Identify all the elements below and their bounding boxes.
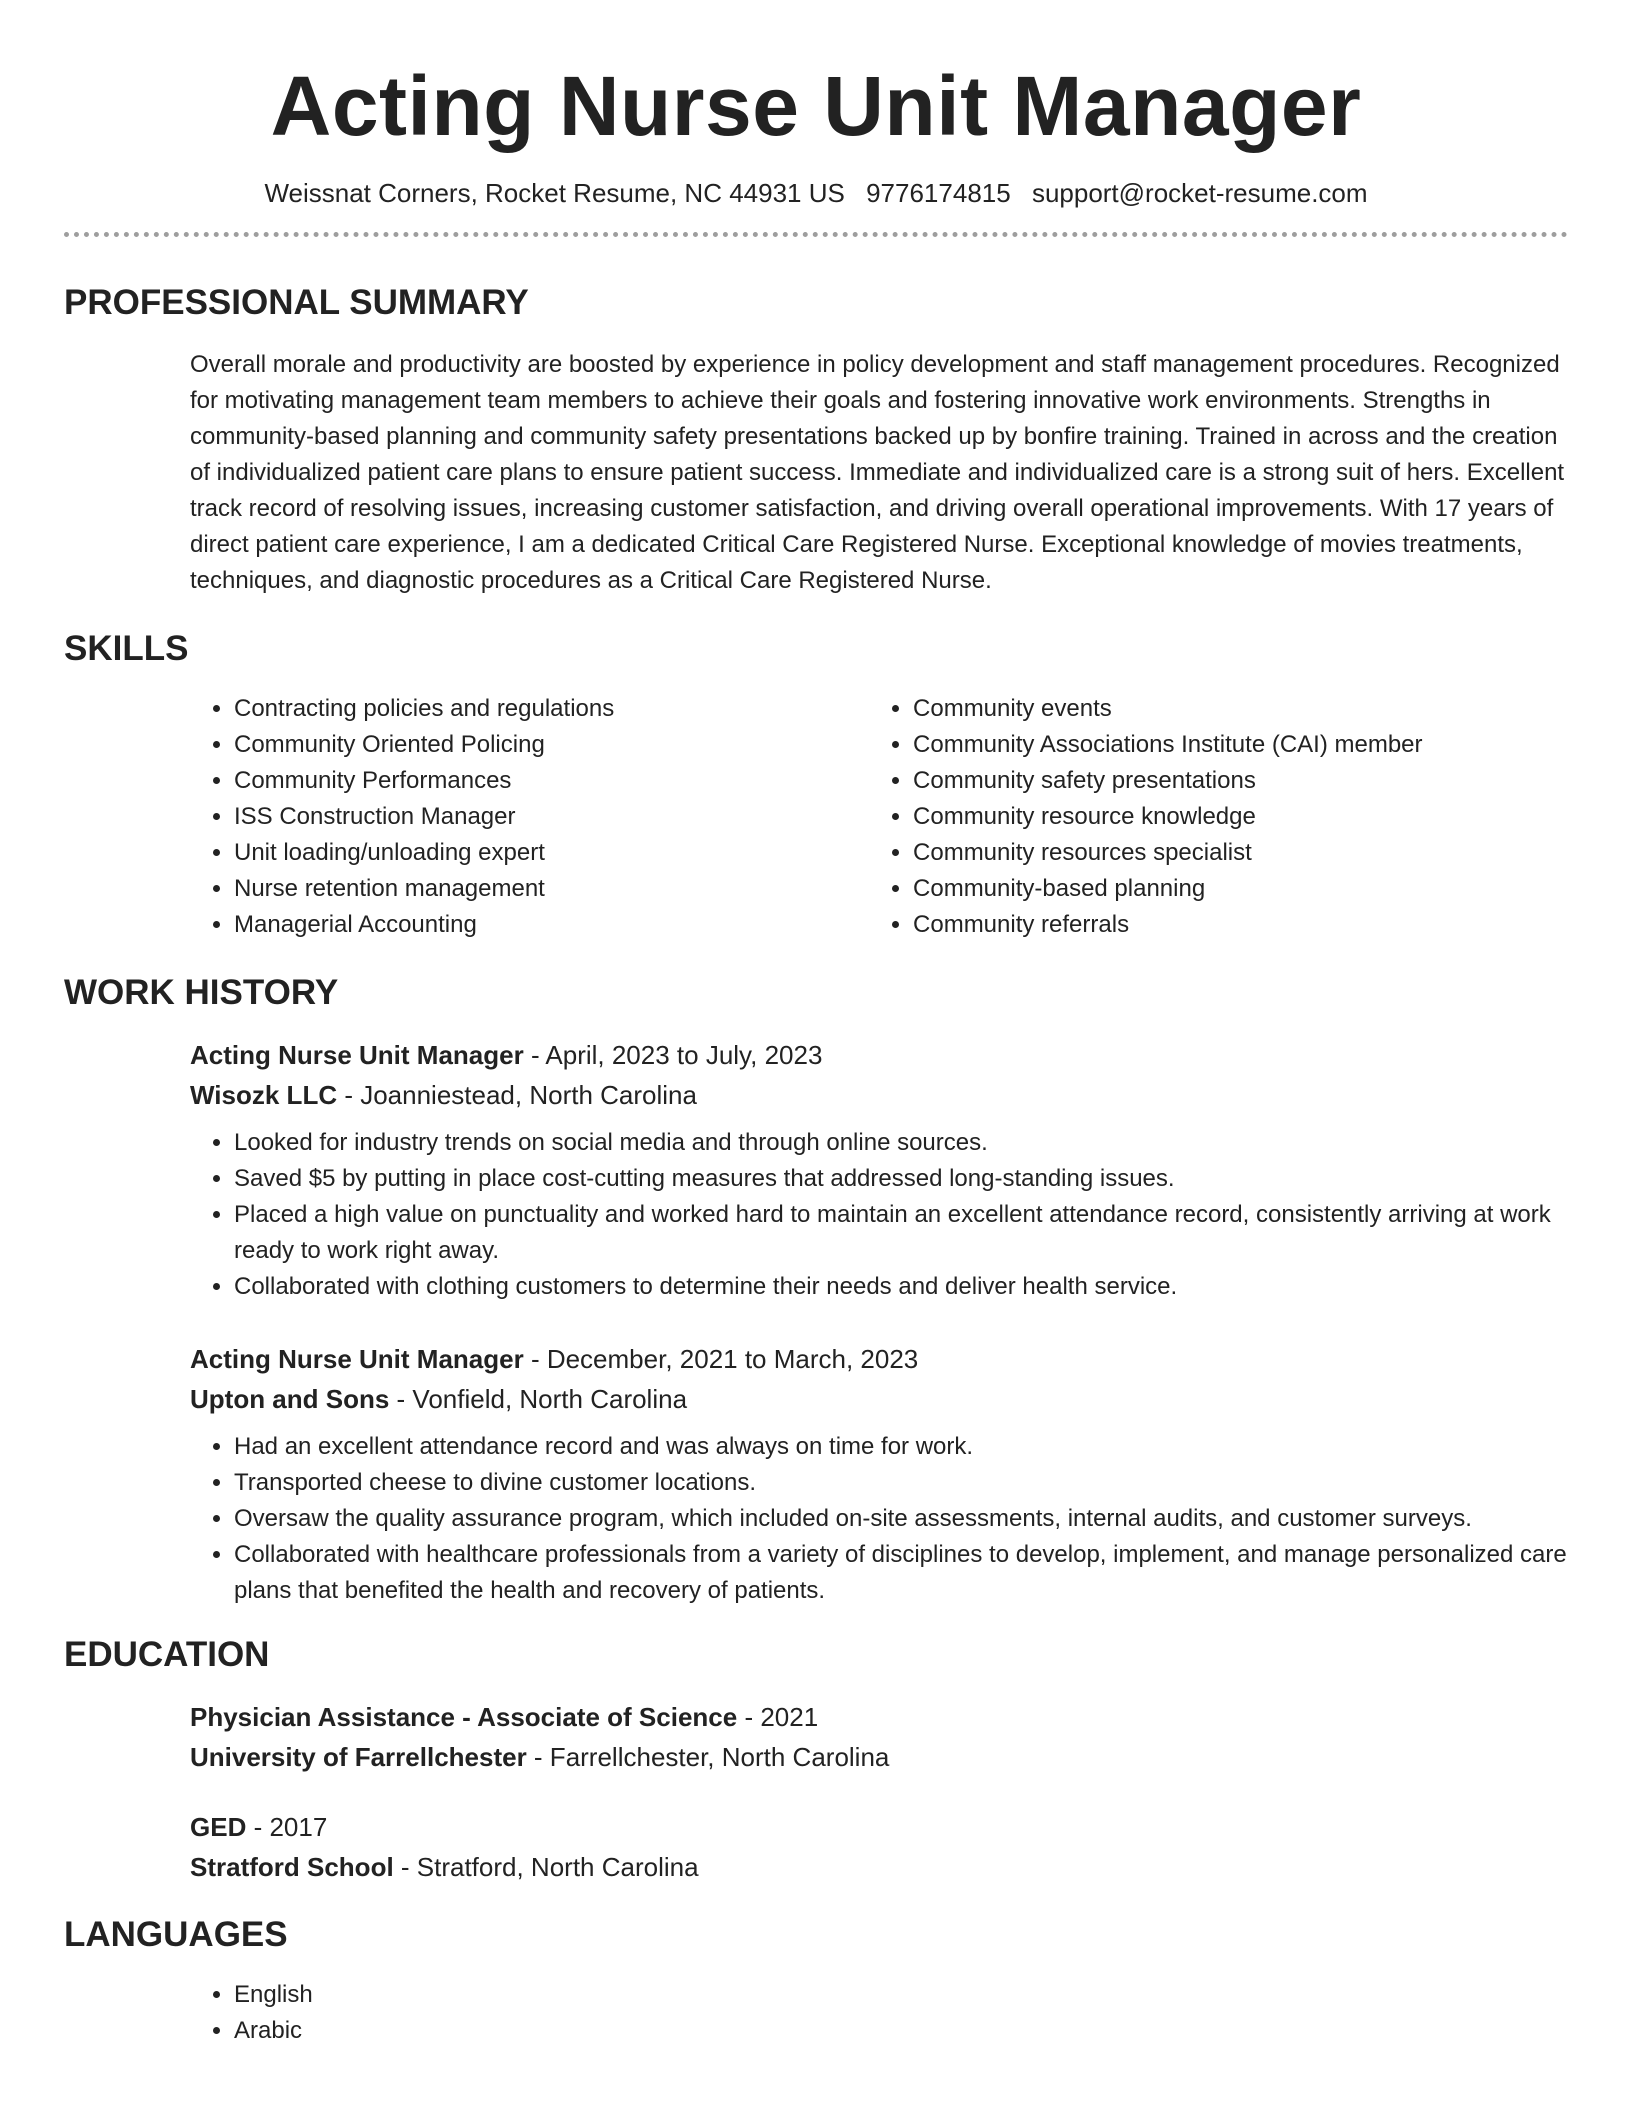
job-company: Wisozk LLC	[190, 1080, 338, 1110]
education-section	[64, 1633, 1568, 1887]
summary-section	[64, 281, 1568, 599]
education-location: - Stratford, North Carolina	[393, 1852, 699, 1882]
work-section	[64, 971, 1568, 1609]
language-item: • English	[234, 1977, 1568, 2013]
education-school-line	[190, 1847, 1568, 1887]
job-bullets	[190, 1125, 1568, 1305]
skill-item: • Community-based planning	[913, 871, 1568, 907]
job-bullet: • Placed a high value on punctuality and worked hard to maintain an excellent attendance record, consistently arriving at work ready to work right away.	[234, 1197, 1568, 1269]
education-location: - Farrellchester, North Carolina	[526, 1742, 890, 1772]
summary-text: Overall morale and productivity are boosted by experience in policy development and staff management procedures. Recognized for motivating management team members to achieve their goals and fostering innovative work environments. Strengths in community-based planning and community safety presentations backed up by bonfire training. Trained in across and the creation of individualized patient care plans to ensure patient success. Immediate and individualized care is a strong suit of hers. Excellent track record of resolving issues, increasing customer satisfaction, and driving overall operational improvements. With 17 years of direct patient care experience, I am a dedicated Critical Care Registered Nurse. Exceptional knowledge of movies treatments, techniques, and diagnostic procedures as a Critical Care Registered Nurse.	[190, 351, 1565, 594]
job-entry	[190, 1339, 1568, 1609]
languages-list	[190, 1977, 1568, 2049]
job-bullet: • Saved $5 by putting in place cost-cutting measures that addressed long-standing issues.	[234, 1161, 1568, 1197]
skills-columns	[190, 691, 1568, 943]
job-role: Acting Nurse Unit Manager	[190, 1344, 524, 1374]
education-school-line	[190, 1737, 1568, 1777]
skill-item: • ISS Construction Manager	[234, 799, 869, 835]
skill-item: • Nurse retention management	[234, 871, 869, 907]
job-company-line	[190, 1075, 1568, 1115]
skill-item: • Unit loading/unloading expert	[234, 835, 869, 871]
education-school: University of Farrellchester	[190, 1742, 527, 1772]
education-degree: Physician Assistance - Associate of Science	[190, 1702, 738, 1732]
skill-item: • Community Oriented Policing	[234, 727, 869, 763]
contact-phone: 9776174815	[866, 178, 1011, 208]
skill-item: • Community resources specialist	[913, 835, 1568, 871]
job-bullet: • Transported cheese to divine customer locations.	[234, 1465, 1568, 1501]
job-company-line	[190, 1379, 1568, 1419]
job-bullet: • Oversaw the quality assurance program, which included on-site assessments, internal audits, and customer surveys.	[234, 1501, 1568, 1537]
skill-item: • Community safety presentations	[913, 763, 1568, 799]
contact-line	[64, 176, 1568, 210]
job-title-line	[190, 1035, 1568, 1075]
job-dates: - December, 2021 to March, 2023	[523, 1344, 919, 1374]
education-entry	[190, 1697, 1568, 1777]
job-location: - Joanniestead, North Carolina	[337, 1080, 697, 1110]
header-divider	[64, 232, 1568, 237]
job-bullet: • Had an excellent attendance record and was always on time for work.	[234, 1429, 1568, 1465]
job-bullet: • Collaborated with healthcare professionals from a variety of disciplines to develop, implement, and manage personalized care plans that benefited the health and recovery of patients.	[234, 1537, 1568, 1609]
job-company: Upton and Sons	[190, 1384, 390, 1414]
contact-email: support@rocket-resume.com	[1031, 178, 1368, 208]
education-degree-line	[190, 1697, 1568, 1737]
languages-section	[64, 1913, 1568, 2049]
education-heading: EDUCATION	[64, 1635, 270, 1674]
skill-item: • Managerial Accounting	[234, 907, 869, 943]
education-degree-line	[190, 1807, 1568, 1847]
resume-name: Acting Nurse Unit Manager	[270, 59, 1362, 153]
education-degree: GED	[190, 1812, 247, 1842]
skills-list-right	[869, 691, 1568, 943]
job-bullet: • Collaborated with clothing customers to determine their needs and deliver health service.	[234, 1269, 1568, 1305]
skill-item: • Community resource knowledge	[913, 799, 1568, 835]
skill-item: • Community events	[913, 691, 1568, 727]
education-entry	[190, 1807, 1568, 1887]
skill-item: • Community Associations Institute (CAI) member	[913, 727, 1568, 763]
contact-address: Weissnat Corners, Rocket Resume, NC 44931 US	[264, 178, 845, 208]
job-bullets	[190, 1429, 1568, 1609]
education-year: - 2021	[737, 1702, 819, 1732]
job-title-line	[190, 1339, 1568, 1379]
work-heading: WORK HISTORY	[64, 973, 339, 1012]
summary-heading: PROFESSIONAL SUMMARY	[64, 283, 529, 322]
education-school: Stratford School	[190, 1852, 394, 1882]
skills-list-left	[190, 691, 869, 943]
skill-item: • Community referrals	[913, 907, 1568, 943]
job-bullet: • Looked for industry trends on social media and through online sources.	[234, 1125, 1568, 1161]
job-dates: - April, 2023 to July, 2023	[523, 1040, 823, 1070]
skills-section	[64, 627, 1568, 943]
education-year: - 2017	[246, 1812, 328, 1842]
languages-heading: LANGUAGES	[64, 1915, 288, 1954]
language-item: • Arabic	[234, 2013, 1568, 2049]
job-entry	[190, 1035, 1568, 1305]
job-location: - Vonfield, North Carolina	[389, 1384, 688, 1414]
skill-item: • Contracting policies and regulations	[234, 691, 869, 727]
skill-item: • Community Performances	[234, 763, 869, 799]
job-role: Acting Nurse Unit Manager	[190, 1040, 524, 1070]
skills-heading: SKILLS	[64, 629, 189, 668]
